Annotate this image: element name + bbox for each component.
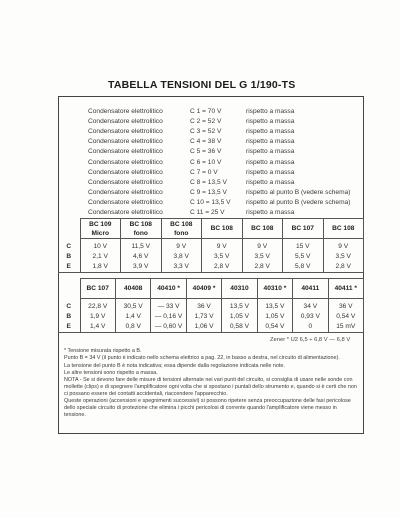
table-cell: — 0,60 V: [151, 322, 186, 333]
table-cell: — 33 V: [151, 299, 186, 312]
capacitor-reference: rispetto a massa: [246, 168, 295, 176]
capacitor-voltage: C 10 = 13,5 V: [190, 198, 231, 206]
table-cell: 1,4 V: [80, 322, 115, 333]
capacitor-voltage: C 5 = 36 V: [190, 148, 222, 156]
table-cell: 1,8 V: [80, 262, 121, 273]
column-header: BC 108: [202, 219, 243, 239]
page-title: TABELLA TENSIONI DEL G 1/190-TS: [108, 79, 296, 91]
note-paragraph: Punto B = 34 V (il punto è indicato nello schema elettrico a pag. 22, in basso a destra, nel circuito di alimentazione).: [64, 355, 340, 362]
column-header: 40310 *: [257, 279, 292, 299]
row-label: E: [58, 322, 80, 333]
note-paragraph: NOTA - Se si devono fare delle misure di tensioni alternate nei vari punti del circuito, si consiglia di usare nelle sonde con mollette (clips) e di spegnere l'amplificatore ogni volta che si spostano i puntali dello strumento e, quando si è certi che non ci possano essere dei contatti accidentali, riaccendere l'apparecchio.: [64, 377, 357, 397]
table-cell: — 0,16 V: [151, 312, 186, 322]
table-cell: 1,4 V: [115, 312, 150, 322]
table-cell: 10 V: [80, 239, 121, 252]
table-cell: 9 V: [202, 239, 243, 252]
table-cell: 22,8 V: [80, 299, 115, 312]
capacitor-reference: rispetto a massa: [246, 158, 295, 166]
table-cell: 9 V: [161, 239, 202, 252]
table-row: [58, 312, 364, 322]
header-corner: [58, 279, 80, 299]
column-header: BC 107: [80, 279, 115, 299]
table-cell: 3,5 V: [202, 252, 243, 262]
table-cell: 1,9 V: [80, 312, 115, 322]
column-header: BC 108 fono: [121, 219, 162, 239]
table-cell: 13,5 V: [257, 299, 292, 312]
capacitor-voltage: C 8 = 13,5 V: [190, 178, 227, 186]
column-header: BC 107: [283, 219, 324, 239]
table-cell: 5,5 V: [283, 252, 324, 262]
table-cell: 34 V: [293, 299, 328, 312]
table-row: [58, 262, 364, 273]
column-header: 40411: [293, 279, 328, 299]
capacitor-label: Condensatore elettrolitico: [88, 188, 163, 196]
column-header: BC 109 Micro: [80, 219, 121, 239]
table-cell: 3,8 V: [161, 252, 202, 262]
table-cell: 11,5 V: [121, 239, 162, 252]
capacitor-reference: rispetto al punto B (vedere schema): [246, 188, 351, 196]
note-paragraph: La tensione del punto B è nota indicativa; essa dipende dalla regolazione indicata nelle note.: [64, 362, 285, 369]
capacitor-label: Condensatore elettrolitico: [88, 209, 163, 216]
capacitor-label: Condensatore elettrolitico: [88, 178, 163, 186]
capacitor-reference: rispetto al punto B (vedere schema): [246, 198, 351, 206]
column-header: 40411 *: [328, 279, 363, 299]
column-header: 40310: [222, 279, 257, 299]
capacitor-label: Condensatore elettrolitico: [88, 148, 163, 156]
capacitor-label: Condensatore elettrolitico: [88, 128, 163, 136]
capacitor-label: Condensatore elettrolitico: [88, 118, 163, 126]
note-paragraph: Queste operazioni (accensioni e spegnimenti successivi) si possono ripetere senza preoccupazione delle fasi pericolose dello speciale circuito di protezione che elimina i picchi pericolosi di corrente quando l'amplificatore viene messo in tensione.: [64, 398, 351, 418]
table-cell: 3,5 V: [242, 252, 283, 262]
capacitor-reference: rispetto a massa: [246, 209, 295, 216]
table-cell: 2,8 V: [202, 262, 243, 273]
table-cell: 3,3 V: [161, 262, 202, 273]
table-cell: 1,06 V: [186, 322, 221, 333]
table-cell: 9 V: [323, 239, 364, 252]
column-header: 40408: [115, 279, 150, 299]
column-header: BC 108: [323, 219, 364, 239]
capacitor-label: Condensatore elettrolitico: [88, 168, 163, 176]
capacitor-reference: rispetto a massa: [246, 108, 295, 115]
table-cell: 5,8 V: [283, 262, 324, 273]
table-cell: 15 mV: [328, 322, 363, 333]
capacitor-label: Condensatore elettrolitico: [88, 138, 163, 146]
capacitor-label: Condensatore elettrolitico: [88, 108, 163, 115]
table-cell: 4,6 V: [121, 252, 162, 262]
table-cell: 1,05 V: [257, 312, 292, 322]
transistor-table-2: [58, 278, 364, 333]
column-header: 40410 *: [151, 279, 186, 299]
table-cell: 1,73 V: [186, 312, 221, 322]
capacitor-voltage: C 6 = 10 V: [190, 158, 222, 166]
capacitor-voltage: C 11 = 25 V: [190, 209, 225, 216]
table-cell: 2,1 V: [80, 252, 121, 262]
row-label: E: [58, 262, 80, 273]
capacitor-voltage: C 7 = 0 V: [190, 168, 218, 176]
capacitor-reference: rispetto a massa: [246, 118, 295, 126]
table-cell: 30,5 V: [115, 299, 150, 312]
table-cell: 3,5 V: [323, 252, 364, 262]
row-label: B: [58, 312, 80, 322]
table-header-row: [58, 279, 364, 299]
row-label: B: [58, 252, 80, 262]
table-cell: 1,05 V: [222, 312, 257, 322]
capacitor-reference: rispetto a massa: [246, 138, 295, 146]
row-label: C: [58, 299, 80, 312]
capacitor-reference: rispetto a massa: [246, 148, 295, 156]
column-header: BC 108: [242, 219, 283, 239]
note-paragraph: Le altre tensioni sono rispetto a massa.: [64, 369, 158, 376]
capacitor-reference: rispetto a massa: [246, 178, 295, 186]
column-header: 40409 *: [186, 279, 221, 299]
table-row: [58, 239, 364, 252]
table-cell: 15 V: [283, 239, 324, 252]
table-cell: 0,58 V: [222, 322, 257, 333]
notes-block: [64, 348, 360, 419]
table-header-row: [58, 219, 364, 239]
capacitor-label: Condensatore elettrolitico: [88, 158, 163, 166]
capacitor-voltage: C 9 = 13,5 V: [190, 188, 227, 196]
capacitor-label: Condensatore elettrolitico: [88, 198, 163, 206]
capacitor-voltage: C 4 = 38 V: [190, 138, 222, 146]
header-corner: [58, 219, 80, 239]
note-paragraph: * Tensione misurata rispetto a B.: [64, 348, 142, 354]
table-cell: 2,8 V: [323, 262, 364, 273]
table-row: [58, 322, 364, 333]
table-cell: 0: [293, 322, 328, 333]
column-header: BC 108 fono: [161, 219, 202, 239]
capacitor-voltage: C 2 = 52 V: [190, 118, 222, 126]
capacitor-voltage: C 1 = 70 V: [190, 108, 222, 115]
table-cell: 0,54 V: [257, 322, 292, 333]
zener-note: Zener * U2 6,5 ÷ 6,8 V — 6,8 V: [270, 337, 351, 343]
table-cell: 2,8 V: [242, 262, 283, 273]
table-row: [58, 252, 364, 262]
table-cell: 0,8 V: [115, 322, 150, 333]
table-cell: 36 V: [328, 299, 363, 312]
table-row: [58, 299, 364, 312]
table-cell: 0,54 V: [328, 312, 363, 322]
table-cell: 3,9 V: [121, 262, 162, 273]
capacitor-voltage: C 3 = 52 V: [190, 128, 222, 136]
table-cell: 13,5 V: [222, 299, 257, 312]
table-cell: 9 V: [242, 239, 283, 252]
table-cell: 0,93 V: [293, 312, 328, 322]
row-label: C: [58, 239, 80, 252]
table-cell: 36 V: [186, 299, 221, 312]
capacitor-reference: rispetto a massa: [246, 128, 295, 136]
transistor-table-1: [58, 218, 364, 273]
